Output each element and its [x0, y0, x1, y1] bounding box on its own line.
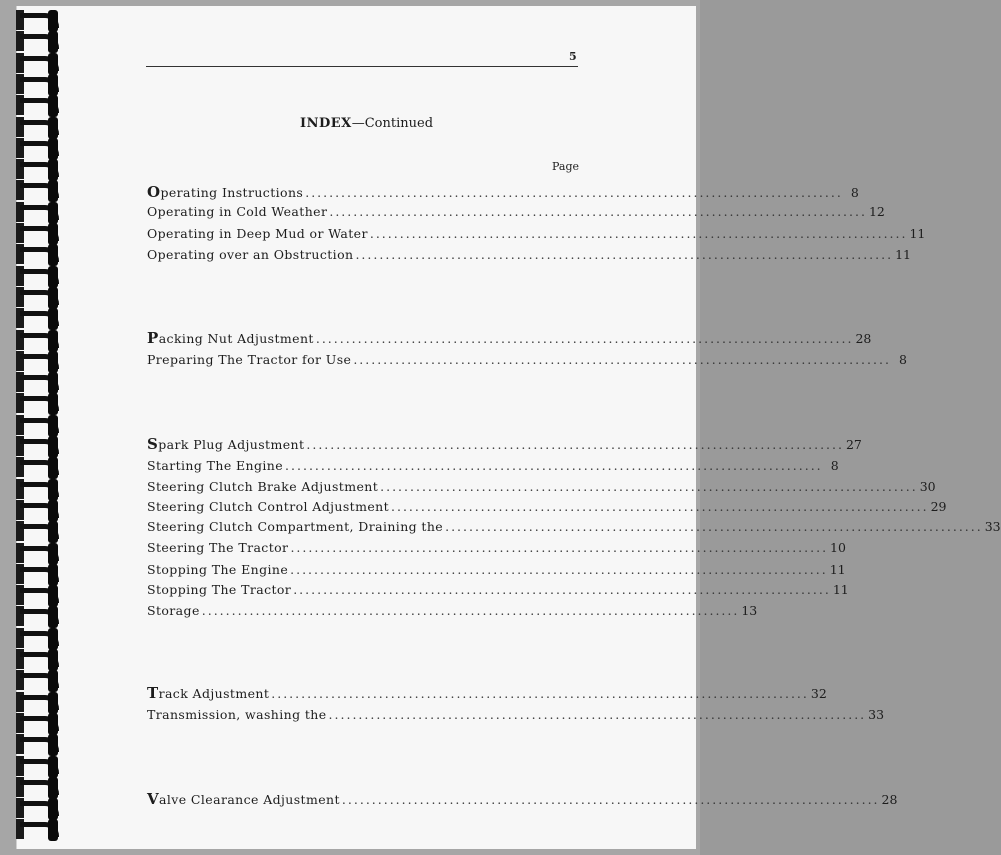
binding-ring [16, 734, 66, 754]
entry-label: alve Clearance Adjustment [159, 792, 340, 807]
entry-label: Storage [147, 603, 200, 618]
binding-ring [16, 180, 66, 200]
index-title [300, 116, 433, 131]
index-entry [147, 479, 936, 497]
binding-ring [16, 457, 66, 477]
leader-dots: .......................................................................................... [353, 352, 891, 367]
binding-ring [16, 308, 66, 328]
index-entry [147, 329, 872, 347]
binding-ring [16, 649, 66, 669]
entry-page: 10 [830, 540, 846, 555]
binding-ring [16, 372, 66, 392]
binding-ring [16, 692, 66, 712]
entry-label: perating Instructions [160, 185, 304, 200]
entry-label: Starting The Engine [147, 458, 284, 473]
binding-ring [16, 713, 66, 733]
leader-dots: .......................................................................................... [380, 479, 918, 494]
binding-ring [16, 95, 66, 115]
entry-page: 33 [984, 519, 1001, 534]
index-entry [147, 540, 846, 558]
entry-page: 12 [868, 204, 885, 219]
entry-page: 28 [881, 792, 898, 807]
entry-page: 29 [930, 499, 947, 514]
entry-initial: T [147, 684, 159, 702]
binding-ring [16, 777, 66, 797]
entry-page: 33 [868, 707, 885, 722]
leader-dots: .......................................................................................... [305, 185, 843, 200]
index-entry [147, 790, 898, 808]
entry-label: Operating in Deep Mud or Water [147, 226, 368, 241]
entry-label: Steering Clutch Brake Adjustment [147, 479, 379, 494]
binding-ring [16, 223, 66, 243]
entry-label: Preparing The Tractor for Use [147, 352, 352, 367]
page-column-label: Page [552, 160, 580, 173]
leader-dots: .......................................................................................... [290, 562, 828, 577]
binding-ring [16, 798, 66, 818]
binding-ring [16, 500, 66, 520]
entry-label: Stopping The Tractor [147, 582, 292, 597]
leader-dots: .......................................................................................... [315, 331, 854, 346]
index-entry [147, 499, 947, 517]
entry-initial: S [147, 435, 159, 453]
entry-page: 32 [810, 686, 827, 701]
index-entry [147, 204, 885, 222]
entry-label: acking Nut Adjustment [158, 331, 314, 346]
entry-label: park Plug Adjustment [158, 437, 305, 452]
index-entry [147, 226, 926, 244]
index-title-rest: —Continued [351, 116, 434, 131]
binding-ring [16, 393, 66, 413]
index-entry [147, 352, 907, 370]
leader-dots: .......................................................................................... [271, 686, 809, 701]
index-entry [147, 435, 862, 453]
binding-ring [16, 31, 66, 51]
binding-ring [16, 756, 66, 776]
header-rule [146, 66, 578, 67]
binding-ring [16, 53, 66, 73]
entry-page: 11 [829, 562, 846, 577]
entry-initial: O [147, 183, 161, 201]
entry-page: 8 [850, 185, 859, 200]
binding-ring [16, 670, 66, 690]
binding-ring [16, 159, 66, 179]
binding-ring [16, 74, 66, 94]
binding-ring [16, 202, 66, 222]
index-entry [147, 562, 846, 580]
entry-page: 11 [832, 582, 849, 597]
leader-dots: .......................................................................................... [293, 582, 831, 597]
binding-ring [16, 287, 66, 307]
leader-dots: .......................................................................................... [290, 540, 829, 555]
page-number: 5 [569, 50, 577, 63]
index-title-bold: INDEX [300, 116, 352, 131]
entry-label: Stopping The Engine [147, 562, 289, 577]
leader-dots: .......................................................................................... [341, 792, 880, 807]
binding-ring [16, 117, 66, 137]
binding-ring [16, 479, 66, 499]
binding-ring [16, 585, 66, 605]
binding-ring [16, 436, 66, 456]
entry-label: Operating in Cold Weather [147, 204, 328, 219]
index-entry [147, 684, 827, 702]
binding-ring [16, 266, 66, 286]
binding-ring [16, 819, 66, 839]
binding-ring [16, 415, 66, 435]
entry-initial: V [147, 790, 160, 808]
leader-dots: .......................................................................................... [445, 519, 983, 534]
index-entry [147, 247, 911, 265]
binding-ring [16, 330, 66, 350]
entry-page: 8 [898, 352, 907, 367]
index-entry [147, 183, 859, 201]
entry-page: 27 [845, 437, 862, 452]
leader-dots: .......................................................................................... [328, 707, 867, 722]
binding-ring [16, 628, 66, 648]
entry-page: 13 [741, 603, 758, 618]
leader-dots: .......................................................................................... [391, 499, 929, 514]
entry-initial: P [147, 329, 159, 347]
entry-page: 11 [895, 247, 911, 262]
comb-binding [16, 10, 68, 848]
index-entry [147, 582, 849, 600]
entry-page: 28 [855, 331, 872, 346]
index-entry [147, 458, 839, 476]
entry-label: Steering The Tractor [147, 540, 289, 555]
binding-ring [16, 244, 66, 264]
entry-label: Steering Clutch Control Adjustment [147, 499, 389, 514]
entry-label: Operating over an Obstruction [147, 247, 354, 262]
index-entry [147, 707, 885, 725]
leader-dots: .......................................................................................... [285, 458, 823, 473]
binding-ring [16, 10, 66, 30]
entry-label: Steering Clutch Compartment, Draining the [147, 519, 444, 534]
binding-ring [16, 521, 66, 541]
entry-page: 8 [830, 458, 839, 473]
entry-label: rack Adjustment [158, 686, 270, 701]
entry-page: 11 [909, 226, 926, 241]
index-entry [147, 519, 1001, 537]
leader-dots: .......................................................................................... [306, 437, 844, 452]
leader-dots: .......................................................................................... [369, 226, 908, 241]
binding-ring [16, 606, 66, 626]
leader-dots: .......................................................................................... [329, 204, 867, 219]
leader-dots: .......................................................................................... [355, 247, 894, 262]
leader-dots: .......................................................................................... [201, 603, 740, 618]
binding-ring [16, 543, 66, 563]
binding-ring [16, 138, 66, 158]
index-entry [147, 603, 758, 621]
binding-ring [16, 564, 66, 584]
entry-page: 30 [919, 479, 936, 494]
binding-ring [16, 351, 66, 371]
entry-label: Transmission, washing the [147, 707, 327, 722]
